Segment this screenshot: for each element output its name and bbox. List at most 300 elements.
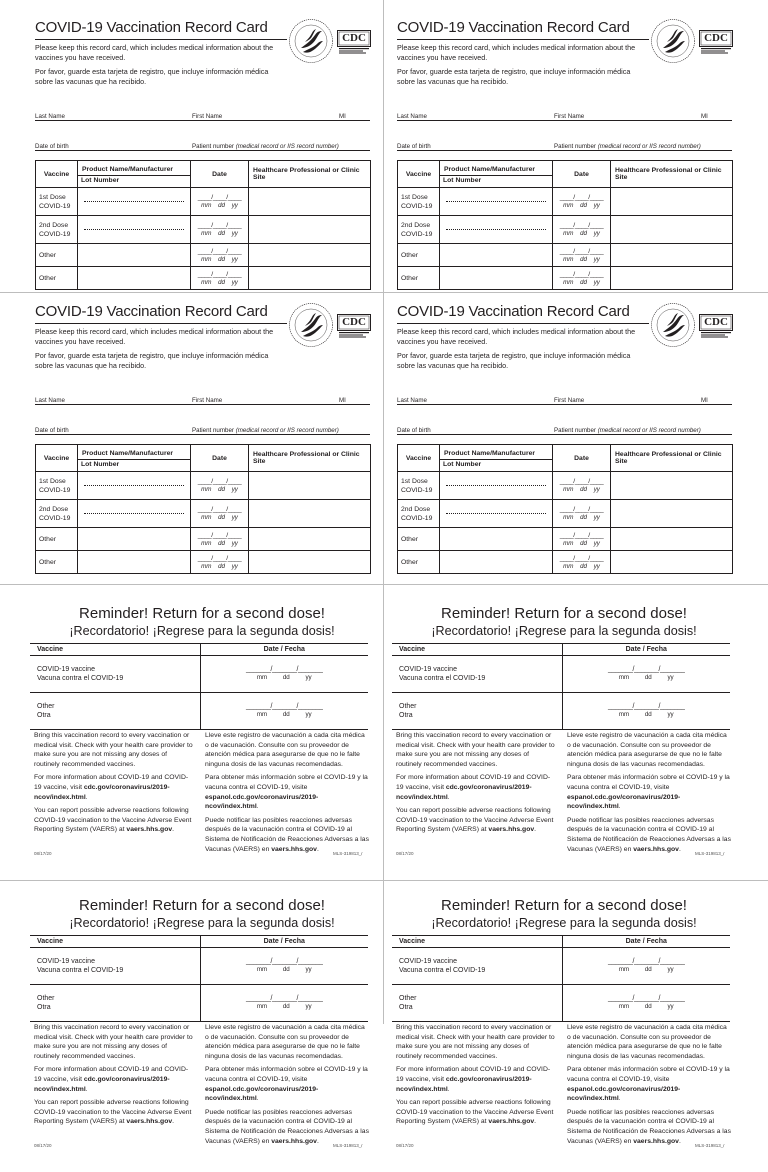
col-site-header: Healthcare Professional or Clinic Site (611, 161, 733, 188)
reminder-col-date: Date / Fecha (200, 644, 368, 656)
english-instructions: Please keep this record card, which includes medical information about the vaccines you have received. (35, 43, 274, 62)
date-format-label: mm dd yy (618, 966, 674, 973)
card-title: COVID-19 Vaccination Record Card (397, 19, 630, 36)
date-code: 08/17/20 (396, 1143, 414, 1148)
dob-label: Date of birth (397, 427, 431, 434)
en-more-info-body: For more information about COVID-19 and COVID-19 vaccine, visit (34, 1066, 189, 1083)
reminder-table (392, 643, 730, 730)
date-cell[interactable] (553, 500, 611, 528)
col-date-header: Date (553, 445, 611, 472)
covid-vaccine-en: COVID-19 vaccine (37, 665, 95, 673)
cdc-espanol-link[interactable]: espanol.cdc.gov/coronavirus/2019-ncov/index.html (567, 1085, 681, 1103)
hhs-seal-icon (650, 18, 696, 64)
dose-label (36, 551, 78, 574)
es-vaers-text: Puede notificar las posibles reacciones adversas después de la vacunación contra el COVID-19 al Sistema de Notificación de Reacciones Adversas a las Vacunas (VAERS) en vaers.hhs.gov. (567, 1108, 731, 1145)
vaccine-table (35, 160, 371, 290)
mi-label: MI (701, 113, 708, 120)
en-more-info-body: For more information about COVID-19 and COVID-19 vaccine, visit (396, 1066, 551, 1083)
site-cell[interactable] (249, 528, 371, 551)
patient-number-text: Patient number (192, 143, 234, 150)
date-blanks: ____/____/____ (559, 270, 604, 278)
dose-number: Other (401, 558, 418, 566)
vaccination-record-card (362, 284, 746, 576)
date-format-label: mm dd yy (563, 230, 600, 237)
reminder-row-covid (392, 656, 562, 693)
english-instructions: Please keep this record card, which includes medical information about the vaccines you have received. (397, 327, 636, 346)
spanish-info-column (205, 1023, 369, 1150)
col-product-header (78, 161, 191, 188)
date-cell[interactable] (191, 551, 249, 574)
date-format-label: mm dd yy (201, 562, 238, 570)
patient-number-text: Patient number (192, 427, 234, 434)
dob-label: Date of birth (35, 143, 69, 150)
mi-label: MI (701, 397, 708, 404)
vaccine-name: COVID-19 (401, 202, 433, 210)
vaers-link[interactable]: vaers.hhs.gov (633, 1137, 679, 1145)
english-info-column (34, 731, 194, 839)
lot-header-label: Lot Number (77, 175, 191, 184)
second-dose-reminder-card (362, 880, 746, 1172)
reminder-col-vaccine: Vaccine (30, 936, 200, 948)
cdc-logo-text: CDC (704, 32, 728, 44)
date-format-label: mm dd yy (563, 278, 600, 286)
col-product-header (78, 445, 191, 472)
date-blanks: ____/____/____ (559, 554, 604, 562)
vaers-link[interactable]: vaers.hhs.gov (126, 1118, 173, 1126)
product-lot-cell[interactable] (440, 500, 553, 528)
name-field-line[interactable] (397, 120, 732, 121)
date-blanks: ____/____/____ (197, 554, 242, 562)
dose-number: 1st Dose (401, 477, 428, 485)
date-format-label: mm dd yy (618, 674, 674, 681)
product-lot-cell[interactable] (78, 216, 191, 244)
dose-number: 1st Dose (39, 477, 66, 485)
date-format-label: mm dd yy (563, 514, 600, 521)
date-format-label: mm dd yy (618, 711, 674, 718)
date-cell[interactable] (553, 528, 611, 551)
other-en: Other (399, 702, 417, 710)
other-es: Otra (399, 1004, 413, 1011)
es-more-info-body: Para obtener más información sobre el COVID-19 y la vacuna contra el COVID-19, visite (205, 774, 368, 791)
product-lot-cell[interactable] (78, 500, 191, 528)
reminder-date-cell[interactable] (200, 693, 368, 730)
es-more-info-text: Para obtener más información sobre el COVID-19 y la vacuna contra el COVID-19, visite espanol.cdc.gov/coronavirus/2019-ncov/index.html. (205, 1066, 368, 1103)
cdc-link[interactable]: cdc.gov/coronavirus/2019-ncov/index.html (396, 1075, 532, 1093)
date-blanks: ____/____/____ (197, 247, 242, 255)
title-rule (397, 39, 649, 40)
reminder-row-covid (30, 656, 200, 693)
dotted-divider (84, 513, 184, 514)
product-header-label: Product Name/Manufacturer (444, 166, 536, 173)
dose-number: 1st Dose (39, 193, 66, 201)
date-format-label: mm dd yy (201, 255, 238, 263)
es-bring-record-text: Lleve este registro de vacunación a cada cita médica o de vacunación. Consulte con su proveedor de atención médica para asegurarse de que no le falte ninguna dosis de las vacunas recomendadas. (567, 732, 727, 768)
cdc-logo-text: CDC (342, 32, 366, 44)
dose-number: Other (39, 274, 56, 282)
product-lot-cell[interactable] (440, 244, 553, 267)
date-cell[interactable] (553, 244, 611, 267)
date-cell[interactable] (553, 551, 611, 574)
date-format-label: mm dd yy (201, 514, 238, 521)
spanish-instructions: Por favor, guarde esta tarjeta de registro, que incluye información médica sobre las vacunas que ha recibido. (35, 351, 269, 370)
reminder-col-vaccine: Vaccine (392, 644, 562, 656)
site-cell[interactable] (249, 244, 371, 267)
mi-label: MI (339, 113, 346, 120)
product-header-label: Product Name/Manufacturer (82, 166, 174, 173)
reminder-date-cell[interactable] (562, 948, 730, 985)
site-cell[interactable] (611, 500, 733, 528)
cdc-logo (699, 314, 733, 338)
vaers-link[interactable]: vaers.hhs.gov (488, 1118, 535, 1126)
date-blanks: _______/_______/_______ (608, 703, 685, 710)
product-lot-cell[interactable] (78, 472, 191, 500)
site-cell[interactable] (611, 216, 733, 244)
reminder-row-other (30, 985, 200, 1022)
site-cell[interactable] (611, 472, 733, 500)
card-title: COVID-19 Vaccination Record Card (35, 303, 268, 320)
date-format-label: mm dd yy (563, 486, 600, 493)
reminder-row-covid (30, 948, 200, 985)
patient-number-text: Patient number (554, 427, 596, 434)
dotted-divider (84, 229, 184, 230)
dotted-divider (446, 229, 546, 230)
product-lot-cell[interactable] (440, 551, 553, 574)
cdc-espanol-link[interactable]: espanol.cdc.gov/coronavirus/2019-ncov/index.html (205, 1085, 319, 1103)
date-cell[interactable] (191, 528, 249, 551)
reminder-date-cell[interactable] (562, 656, 730, 693)
es-vaers-body: Puede notificar las posibles reacciones adversas después de la vacunación contra el COVID-19 al Sistema de Notificación de Reacciones Adversas a las Vacunas (VAERS) en (567, 816, 731, 853)
date-blanks: _______/_______/_______ (608, 995, 685, 1002)
dose-number: Other (39, 535, 56, 543)
site-cell[interactable] (249, 472, 371, 500)
en-more-info-text: For more information about COVID-19 and COVID-19 vaccine, visit cdc.gov/coronavirus/2019-ncov/index.html. (34, 1066, 189, 1093)
en-more-info-body: For more information about COVID-19 and COVID-19 vaccine, visit (34, 774, 189, 791)
product-lot-cell[interactable] (78, 188, 191, 216)
dose-label (36, 216, 78, 244)
other-es: Otra (37, 1004, 51, 1011)
es-more-info-body: Para obtener más información sobre el COVID-19 y la vacuna contra el COVID-19, visite (205, 1066, 368, 1083)
dose-number: Other (401, 251, 418, 259)
date-blanks: _______/_______/_______ (246, 958, 323, 965)
date-blanks: ____/____/____ (559, 531, 604, 539)
dotted-divider (446, 201, 546, 202)
es-more-info-text: Para obtener más información sobre el COVID-19 y la vacuna contra el COVID-19, visite espanol.cdc.gov/coronavirus/2019-ncov/index.html. (567, 1066, 730, 1103)
english-instructions: Please keep this record card, which includes medical information about the vaccines you have received. (35, 327, 274, 346)
reminder-date-cell[interactable] (562, 985, 730, 1022)
name-field-line[interactable] (397, 404, 732, 405)
dob-field-line[interactable] (397, 150, 732, 151)
vaers-link[interactable]: vaers.hhs.gov (633, 845, 679, 853)
es-more-info-body: Para obtener más información sobre el COVID-19 y la vacuna contra el COVID-19, visite (567, 774, 730, 791)
hhs-seal-icon (288, 302, 334, 348)
date-blanks: ____/____/____ (197, 222, 242, 229)
cdc-espanol-link[interactable]: espanol.cdc.gov/coronavirus/2019-ncov/index.html (205, 793, 319, 811)
other-en: Other (37, 994, 55, 1002)
en-more-info-text: For more information about COVID-19 and COVID-19 vaccine, visit cdc.gov/coronavirus/2019-ncov/index.html. (396, 774, 551, 801)
es-bring-record-text: Lleve este registro de vacunación a cada cita médica o de vacunación. Consulte con su proveedor de atención médica para asegurarse de que no le falte ninguna dosis de las vacunas recomendadas. (205, 732, 365, 768)
cdc-logo-text: CDC (342, 316, 366, 328)
spanish-info-column (567, 1023, 731, 1150)
last-name-label: Last Name (35, 397, 65, 404)
es-vaers-body: Puede notificar las posibles reacciones adversas después de la vacunación contra el COVID-19 al Sistema de Notificación de Reacciones Adversas a las Vacunas (VAERS) en (205, 1108, 369, 1145)
date-blanks: ____/____/____ (559, 506, 604, 513)
col-site-header: Healthcare Professional or Clinic Site (249, 445, 371, 472)
patient-number-note: (medical record or IIS record number) (235, 427, 339, 434)
reminder-col-vaccine: Vaccine (392, 936, 562, 948)
product-lot-cell[interactable] (440, 528, 553, 551)
date-code: 08/17/20 (34, 851, 52, 856)
date-blanks: _______/_______/_______ (246, 995, 323, 1002)
en-bring-record-text: Bring this vaccination record to every vaccination or medical visit. Check with your health care provider to make sure you are not missing any doses of routinely recommended vaccines. (396, 1024, 555, 1060)
vaccine-name: COVID-19 (39, 514, 71, 522)
dob-label: Date of birth (397, 143, 431, 150)
date-blanks: _______/_______/_______ (246, 666, 323, 673)
hhs-seal-icon (650, 302, 696, 348)
en-bring-record-text: Bring this vaccination record to every vaccination or medical visit. Check with your health care provider to make sure you are not missing any doses of routinely recommended vaccines. (396, 732, 555, 768)
last-name-label: Last Name (397, 397, 427, 404)
date-cell[interactable] (553, 188, 611, 216)
col-vaccine-header: Vaccine (36, 161, 78, 188)
vaccine-name: COVID-19 (401, 230, 433, 238)
col-product-header (440, 445, 553, 472)
lot-header-label: Lot Number (439, 459, 553, 468)
es-more-info-text: Para obtener más información sobre el COVID-19 y la vacuna contra el COVID-19, visite espanol.cdc.gov/coronavirus/2019-ncov/index.html. (205, 774, 368, 811)
reminder-subtitle: ¡Recordatorio! ¡Regrese para la segunda dosis! (69, 624, 335, 638)
date-format-label: mm dd yy (201, 202, 238, 209)
date-cell[interactable] (191, 472, 249, 500)
vaers-link[interactable]: vaers.hhs.gov (271, 1137, 317, 1145)
vaccine-table (397, 444, 733, 574)
site-cell[interactable] (611, 244, 733, 267)
dotted-divider (84, 485, 184, 486)
covid-vaccine-es: Vacuna contra el COVID-19 (37, 967, 124, 974)
spanish-info-column (205, 731, 369, 858)
spanish-info-column (567, 731, 731, 858)
es-vaers-body: Puede notificar las posibles reacciones adversas después de la vacunación contra el COVID-19 al Sistema de Notificación de Reacciones Adversas a las Vacunas (VAERS) en (567, 1108, 731, 1145)
covid-vaccine-es: Vacuna contra el COVID-19 (399, 675, 486, 682)
date-cell[interactable] (553, 216, 611, 244)
date-blanks: ____/____/____ (559, 247, 604, 255)
en-more-info-body: For more information about COVID-19 and COVID-19 vaccine, visit (396, 774, 551, 791)
covid-vaccine-es: Vacuna contra el COVID-19 (399, 967, 486, 974)
site-cell[interactable] (249, 188, 371, 216)
dose-number: Other (39, 251, 56, 259)
es-more-info-text: Para obtener más información sobre el COVID-19 y la vacuna contra el COVID-19, visite espanol.cdc.gov/coronavirus/2019-ncov/index.html. (567, 774, 730, 811)
reminder-table (30, 643, 368, 730)
site-cell[interactable] (249, 551, 371, 574)
product-lot-cell[interactable] (78, 551, 191, 574)
dose-number: 1st Dose (401, 193, 428, 201)
es-vaers-body: Puede notificar las posibles reacciones adversas después de la vacunación contra el COVID-19 al Sistema de Notificación de Reacciones Adversas a las Vacunas (VAERS) en (205, 816, 369, 853)
patient-number-label (554, 143, 701, 150)
reminder-title: Reminder! Return for a second dose! (441, 605, 687, 622)
en-vaers-body: You can report possible adverse reactions following COVID-19 vaccination to the Vaccine Adverse Event Reporting System (VAERS) at (396, 1099, 554, 1126)
reminder-date-cell[interactable] (200, 656, 368, 693)
date-format-label: mm dd yy (201, 539, 238, 547)
date-blanks: _______/_______/_______ (608, 958, 685, 965)
site-cell[interactable] (611, 528, 733, 551)
covid-vaccine-en: COVID-19 vaccine (399, 665, 457, 673)
col-date-header: Date (191, 161, 249, 188)
lot-header-label: Lot Number (77, 459, 191, 468)
patient-number-label (192, 143, 339, 150)
date-blanks: ____/____/____ (197, 194, 242, 201)
cdc-logo (699, 30, 733, 54)
card-title: COVID-19 Vaccination Record Card (35, 19, 268, 36)
vaers-link[interactable]: vaers.hhs.gov (271, 845, 317, 853)
col-site-header: Healthcare Professional or Clinic Site (611, 445, 733, 472)
date-cell[interactable] (191, 244, 249, 267)
col-vaccine-header: Vaccine (36, 445, 78, 472)
dose-label (36, 500, 78, 528)
date-format-label: mm dd yy (618, 1003, 674, 1010)
en-vaers-body: You can report possible adverse reactions following COVID-19 vaccination to the Vaccine Adverse Event Reporting System (VAERS) at (34, 1099, 192, 1126)
dob-label: Date of birth (35, 427, 69, 434)
dotted-divider (446, 513, 546, 514)
product-lot-cell[interactable] (78, 244, 191, 267)
covid-vaccine-en: COVID-19 vaccine (399, 957, 457, 965)
reminder-date-cell[interactable] (562, 693, 730, 730)
product-lot-cell[interactable] (440, 216, 553, 244)
vaccination-record-card (0, 0, 384, 292)
reminder-date-cell[interactable] (200, 948, 368, 985)
site-cell[interactable] (611, 551, 733, 574)
title-rule (35, 323, 287, 324)
other-en: Other (37, 702, 55, 710)
patient-number-note: (medical record or IIS record number) (235, 143, 339, 150)
name-field-line[interactable] (35, 404, 370, 405)
date-blanks: ____/____/____ (197, 506, 242, 513)
mi-label: MI (339, 397, 346, 404)
es-vaers-text: Puede notificar las posibles reacciones adversas después de la vacunación contra el COVID-19 al Sistema de Notificación de Reacciones Adversas a las Vacunas (VAERS) en vaers.hhs.gov. (205, 816, 369, 853)
es-more-info-body: Para obtener más información sobre el COVID-19 y la vacuna contra el COVID-19, visite (567, 1066, 730, 1083)
second-dose-reminder-card (0, 588, 384, 880)
form-code: MLS-319813_r (695, 1143, 725, 1148)
reminder-title: Reminder! Return for a second dose! (441, 897, 687, 914)
reminder-row-covid (392, 948, 562, 985)
last-name-label: Last Name (35, 113, 65, 120)
english-info-column (396, 1023, 556, 1131)
date-format-label: mm dd yy (563, 255, 600, 263)
dotted-divider (446, 485, 546, 486)
first-name-label: First Name (554, 113, 585, 120)
cdc-link[interactable]: cdc.gov/coronavirus/2019-ncov/index.html (34, 1075, 170, 1093)
en-bring-record-text: Bring this vaccination record to every vaccination or medical visit. Check with your health care provider to make sure you are not missing any doses of routinely recommended vaccines. (34, 1024, 193, 1060)
date-blanks: ____/____/____ (559, 194, 604, 201)
date-format-label: mm dd yy (201, 230, 238, 237)
cdc-link[interactable]: cdc.gov/coronavirus/2019-ncov/index.html (34, 783, 170, 801)
reminder-title: Reminder! Return for a second dose! (79, 605, 325, 622)
date-code: 08/17/20 (34, 1143, 52, 1148)
reminder-subtitle: ¡Recordatorio! ¡Regrese para la segunda dosis! (69, 916, 335, 930)
site-cell[interactable] (611, 188, 733, 216)
dose-label (36, 472, 78, 500)
dose-label (398, 528, 440, 551)
col-date-header: Date (553, 161, 611, 188)
es-vaers-text: Puede notificar las posibles reacciones adversas después de la vacunación contra el COVID-19 al Sistema de Notificación de Reacciones Adversas a las Vacunas (VAERS) en vaers.hhs.gov. (205, 1108, 369, 1145)
en-vaers-text: You can report possible adverse reactions following COVID-19 vaccination to the Vaccine Adverse Event Reporting System (VAERS) at vaers.hhs.gov. (34, 1099, 192, 1126)
name-field-line[interactable] (35, 120, 370, 121)
dob-field-line[interactable] (35, 434, 370, 435)
dose-number: 2nd Dose (401, 505, 431, 513)
spanish-instructions: Por favor, guarde esta tarjeta de registro, que incluye información médica sobre las vacunas que ha recibido. (397, 351, 631, 370)
reminder-col-date: Date / Fecha (562, 936, 730, 948)
reminder-date-cell[interactable] (200, 985, 368, 1022)
cdc-espanol-link[interactable]: espanol.cdc.gov/coronavirus/2019-ncov/index.html (567, 793, 681, 811)
vaccine-table (35, 444, 371, 574)
patient-number-text: Patient number (554, 143, 596, 150)
product-lot-cell[interactable] (440, 472, 553, 500)
date-cell[interactable] (191, 216, 249, 244)
en-vaers-text: You can report possible adverse reactions following COVID-19 vaccination to the Vaccine Adverse Event Reporting System (VAERS) at vaers.hhs.gov. (396, 1099, 554, 1126)
reminder-title: Reminder! Return for a second dose! (79, 897, 325, 914)
reminder-col-date: Date / Fecha (562, 644, 730, 656)
product-lot-cell[interactable] (440, 188, 553, 216)
dob-field-line[interactable] (35, 150, 370, 151)
patient-number-note: (medical record or IIS record number) (597, 143, 701, 150)
en-vaers-text: You can report possible adverse reactions following COVID-19 vaccination to the Vaccine Adverse Event Reporting System (VAERS) at vaers.hhs.gov. (396, 807, 554, 834)
other-en: Other (399, 994, 417, 1002)
english-info-column (396, 731, 556, 839)
dose-label (398, 188, 440, 216)
dose-label (36, 528, 78, 551)
date-blanks: ____/____/____ (559, 478, 604, 485)
dob-field-line[interactable] (397, 434, 732, 435)
date-cell[interactable] (191, 188, 249, 216)
reminder-table (392, 935, 730, 1022)
english-instructions: Please keep this record card, which includes medical information about the vaccines you have received. (397, 43, 636, 62)
cdc-link[interactable]: cdc.gov/coronavirus/2019-ncov/index.html (396, 783, 532, 801)
dose-number: Other (39, 558, 56, 566)
vaccine-name: COVID-19 (401, 514, 433, 522)
product-lot-cell[interactable] (78, 528, 191, 551)
form-code: MLS-319813_r (333, 851, 363, 856)
en-more-info-text: For more information about COVID-19 and COVID-19 vaccine, visit cdc.gov/coronavirus/2019-ncov/index.html. (396, 1066, 551, 1093)
hhs-seal-icon (288, 18, 334, 64)
es-bring-record-text: Lleve este registro de vacunación a cada cita médica o de vacunación. Consulte con su proveedor de atención médica para asegurarse de que no le falte ninguna dosis de las vacunas recomendadas. (205, 1024, 365, 1060)
en-bring-record-text: Bring this vaccination record to every vaccination or medical visit. Check with your health care provider to make sure you are not missing any doses of routinely recommended vaccines. (34, 732, 193, 768)
vaccine-name: COVID-19 (401, 486, 433, 494)
covid-vaccine-es: Vacuna contra el COVID-19 (37, 675, 124, 682)
date-format-label: mm dd yy (563, 202, 600, 209)
dose-number: Other (401, 274, 418, 282)
date-format-label: mm dd yy (201, 486, 238, 493)
covid-vaccine-en: COVID-19 vaccine (37, 957, 95, 965)
date-cell[interactable] (191, 500, 249, 528)
other-es: Otra (399, 712, 413, 719)
vaers-link[interactable]: vaers.hhs.gov (126, 826, 173, 834)
site-cell[interactable] (249, 500, 371, 528)
col-product-header (440, 161, 553, 188)
vaccine-name: COVID-19 (39, 486, 71, 494)
en-vaers-text: You can report possible adverse reactions following COVID-19 vaccination to the Vaccine Adverse Event Reporting System (VAERS) at vaers.hhs.gov. (34, 807, 192, 834)
dose-label (398, 244, 440, 267)
reminder-row-other (392, 985, 562, 1022)
patient-number-label (192, 427, 339, 434)
en-vaers-body: You can report possible adverse reactions following COVID-19 vaccination to the Vaccine Adverse Event Reporting System (VAERS) at (396, 807, 554, 834)
date-format-label: mm dd yy (256, 966, 312, 973)
dose-label (398, 216, 440, 244)
second-dose-reminder-card (0, 880, 384, 1172)
date-cell[interactable] (553, 472, 611, 500)
site-cell[interactable] (249, 216, 371, 244)
reminder-subtitle: ¡Recordatorio! ¡Regrese para la segunda dosis! (431, 916, 697, 930)
vaers-link[interactable]: vaers.hhs.gov (488, 826, 535, 834)
vaccine-name: COVID-19 (39, 202, 71, 210)
other-es: Otra (37, 712, 51, 719)
date-format-label: mm dd yy (563, 539, 600, 547)
reminder-col-date: Date / Fecha (200, 936, 368, 948)
